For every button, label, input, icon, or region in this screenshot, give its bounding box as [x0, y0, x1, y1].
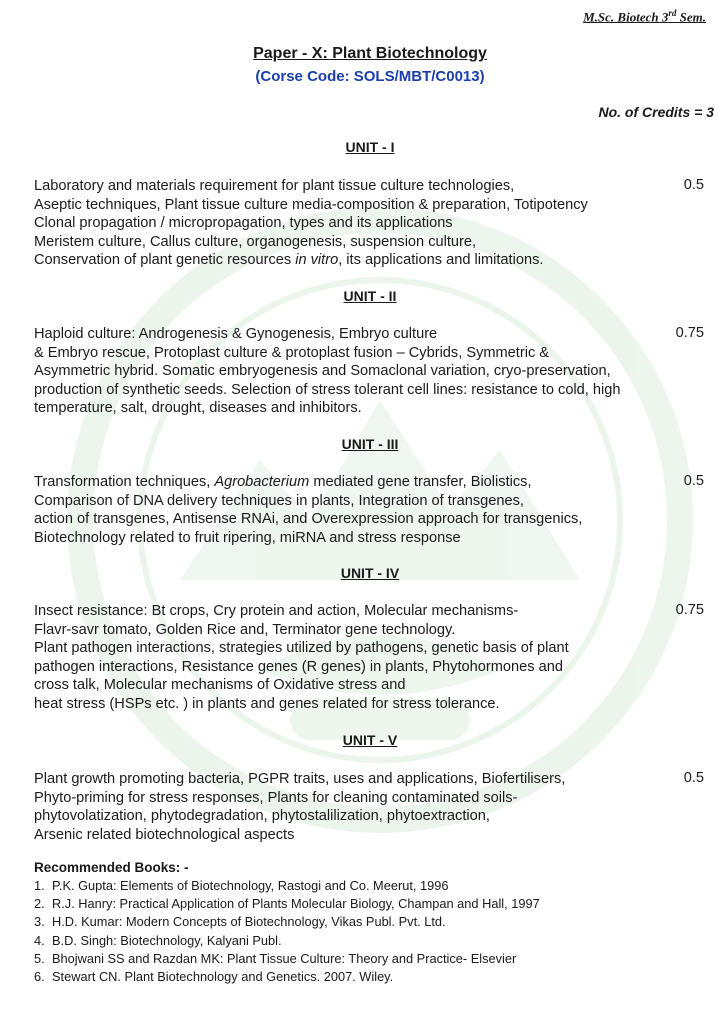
book-item: 1. P.K. Gupta: Elements of Biotechnology, Rastogi and Co. Meerut, 1996	[34, 878, 449, 893]
unit-4-line: Flavr-savr tomato, Golden Rice and, Terminator gene technology.	[34, 621, 456, 638]
unit-5-line: phytovolatization, phytodegradation, phytostalilization, phytoextraction,	[34, 808, 490, 824]
book-item: 3. H.D. Kumar: Modern Concepts of Biotechnology, Vikas Publ. Pvt. Ltd.	[34, 914, 446, 930]
unit-3-line: Biotechnology related to fruit ripering, miRNA and stress response	[34, 529, 461, 546]
unit-1-credit: 0.5	[683, 177, 704, 193]
unit-5-line: Arsenic related biotechnological aspects	[34, 826, 295, 843]
book-item: 5. Bhojwani SS and Razdan MK: Plant Tissue Culture: Theory and Practice- Elsevier	[34, 950, 517, 966]
unit-2-body	[34, 325, 684, 418]
unit-1-line: Laboratory and materials requirement for plant tissue culture technologies,	[34, 178, 515, 194]
recommended-books-list	[34, 877, 540, 986]
unit-5-credit: 0.5	[683, 770, 704, 786]
unit-4-line: Plant pathogen interactions, strategies utilized by pathogens, genetic basis of plant	[34, 640, 569, 656]
unit-1-line: Aseptic techniques, Plant tissue culture media-composition & preparation, Totipotency	[34, 196, 588, 213]
unit-3-title: UNIT - III	[341, 436, 399, 452]
unit-4-line: Insect resistance: Bt crops, Cry protein and action, Molecular mechanisms-	[34, 603, 519, 619]
unit-3-line: action of transgenes, Antisense RNAi, and Overexpression approach for transgenics,	[34, 511, 583, 527]
unit-1-line: Clonal propagation / micropropagation, types and its applications	[34, 215, 453, 231]
unit-2-line: & Embryo rescue, Protoplast culture & protoplast fusion – Cybrids, Symmetric &	[34, 344, 550, 361]
unit-4-line: pathogen interactions, Resistance genes (R genes) in plants, Phytohormones and	[34, 658, 563, 675]
book-item: 2. R.J. Hanry: Practical Application of Plants Molecular Biology, Champan and Hall, 1997	[34, 896, 540, 912]
credits-label: No. of Credits = 3	[598, 104, 714, 120]
unit-5-body	[34, 770, 684, 844]
unit-5-line: Phyto-priming for stress responses, Plants for cleaning contaminated soils-	[34, 789, 518, 806]
unit-4-title: UNIT - IV	[340, 565, 400, 581]
unit-2-credit: 0.75	[675, 325, 704, 341]
unit-2-line: production of synthetic seeds. Selection of stress tolerant cell lines: resistance to cold, high	[34, 381, 621, 398]
unit-1-line: Conservation of plant genetic resources in vitro, its applications and limitations.	[34, 252, 544, 268]
book-item: 4. B.D. Singh: Biotechnology, Kalyani Publ.	[34, 932, 282, 948]
unit-3-credit: 0.5	[683, 473, 704, 489]
unit-1-line: Meristem culture, Callus culture, organogenesis, suspension culture,	[34, 233, 477, 250]
unit-2-title: UNIT - II	[343, 288, 397, 304]
unit-1-title: UNIT - I	[345, 139, 395, 155]
paper-title: Paper - X: Plant Biotechnology	[253, 45, 487, 62]
book-item: 6. Stewart CN. Plant Biotechnology and Genetics. 2007. Wiley.	[34, 969, 394, 985]
unit-3-line: Comparison of DNA delivery techniques in plants, Integration of transgenes,	[34, 492, 524, 509]
unit-4-line: heat stress (HSPs etc. ) in plants and genes related for stress tolerance.	[34, 695, 500, 712]
unit-3-body	[34, 473, 684, 547]
unit-1-body	[34, 177, 684, 270]
program-header: M.Sc. Biotech 3rd Sem.	[583, 8, 706, 25]
unit-4-credit: 0.75	[675, 602, 704, 618]
unit-4-line: cross talk, Molecular mechanisms of Oxidative stress and	[34, 677, 406, 693]
course-code: (Corse Code: SOLS/MBT/C0013)	[255, 68, 485, 85]
unit-2-line: Asymmetric hybrid. Somatic embryogenesis and Somaclonal variation, cryo-preservation,	[34, 363, 611, 379]
recommended-books-title: Recommended Books: -	[34, 860, 189, 875]
unit-4-body	[34, 602, 684, 713]
unit-3-line: Transformation techniques, Agrobacterium mediated gene transfer, Biolistics,	[34, 474, 532, 490]
unit-5-line: Plant growth promoting bacteria, PGPR traits, uses and applications, Biofertilisers,	[34, 771, 566, 787]
unit-5-title: UNIT - V	[342, 732, 398, 748]
unit-2-line: Haploid culture: Androgenesis & Gynogenesis, Embryo culture	[34, 326, 438, 342]
unit-2-line: temperature, salt, drought, diseases and inhibitors.	[34, 400, 362, 416]
